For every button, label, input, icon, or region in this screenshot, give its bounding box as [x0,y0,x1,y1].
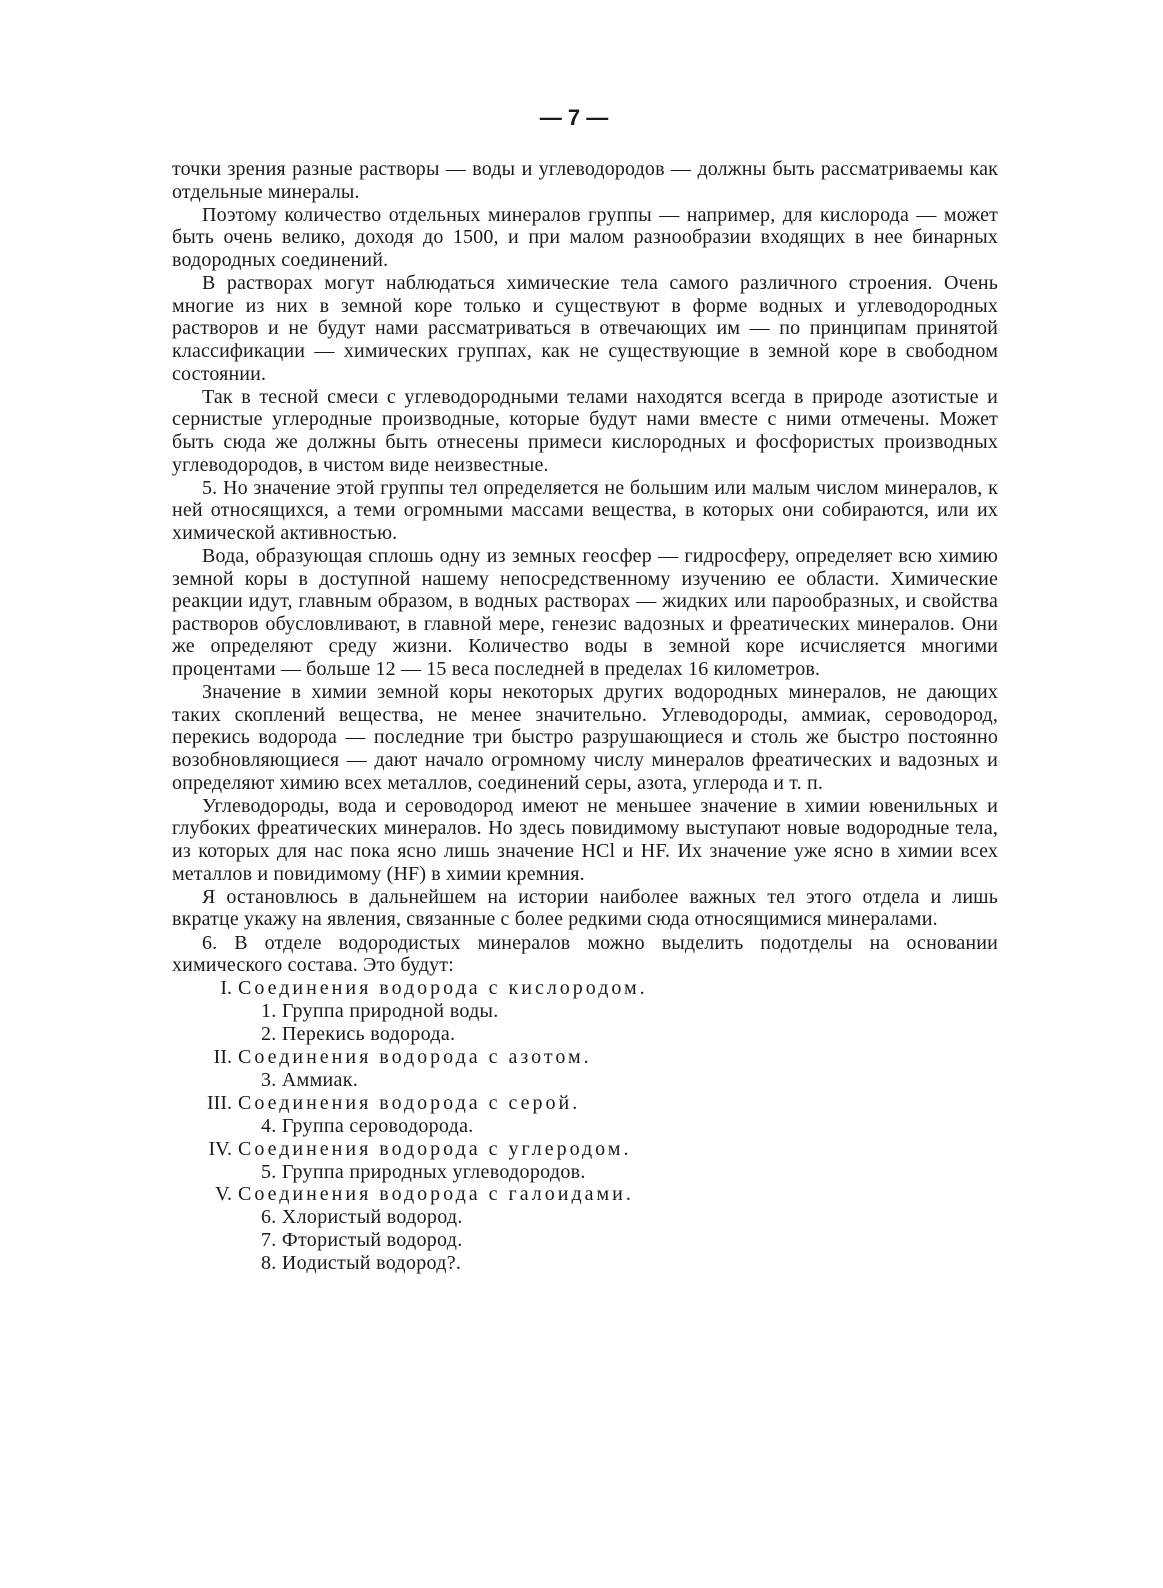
paragraph: Углеводороды, вода и сероводород имеют не меньшее значение в химии ювенильных и глубоких фреатических минералов. Но здесь повидимому выступают новые водородные тела, из которых для нас пока ясно лишь значение HCl и HF. Их значение уже ясно в химии всех металлов и повидимому (HF) в химии кремния. [172,794,998,885]
paragraph: 6. В отделе водородистых минералов можно выделить подотделы на основании химического состава. Это будут: [172,931,998,977]
paragraph: точки зрения разные растворы — воды и углеводородов — должны быть рассматриваемы как отдельные минералы. [172,158,998,203]
outline-section [172,1046,998,1069]
paragraph: Я остановлюсь в дальнейшем на истории наиболее важных тел этого отдела и лишь вкратце укажу на явления, связанные с более редкими сюда относящимися минералами. [172,885,998,931]
outline-item: 7. Фтористый водород. [261,1229,463,1252]
outline-section [172,1138,998,1161]
outline-section [172,977,998,1000]
paragraph: 5. Но значение этой группы тел определяется не большим или малым числом минералов, к ней относящихся, а теми огромными массами вещества, в которых они собираются, или их химической активностью. [172,476,998,544]
paragraph: Поэтому количество отдельных минералов группы — например, для кислорода — может быть очень велико, доходя до 1500, и при малом разнообразии входящих в нее бинарных водородных соединений. [172,203,998,271]
paragraph: В растворах могут наблюдаться химические тела самого различного строения. Очень многие из них в земной коре только и существуют в форме водных и углеводородных растворов и не будут нами рассматриваться в отвечающих им — по принципам принятой классификации — химических группах, как не существующие в земной коре в свободном состоянии. [172,272,998,385]
outline-section [172,1183,998,1206]
body-text [172,158,998,977]
section-number: I. [220,977,232,1000]
paragraph: Так в тесной смеси с углеводородными телами находятся всегда в природе азотистые и сернистые углеродные производные, которые будут нами вместе с ними отмечены. Может быть сюда же должны быть отнесены примеси кислородных и фосфористых производных углеводородов, в чистом виде неизвестные. [172,385,998,476]
outline-item: 2. Перекись водорода. [261,1023,456,1046]
paragraph: Вода, образующая сплошь одну из земных геосфер — гидросферу, определяет всю химию земной коры в доступной нашему непосредственному изучению ее области. Химические реакции идут, главным образом, в водных растворах — жидких или парообразных, и свойства растворов обусловливают, в главной мере, генезис вадозных и фреатических минералов. Они же определяют среду жизни. Количество воды в земной коре исчисляется многими процентами — больше 12 — 15 веса последней в пределах 16 километров. [172,545,998,681]
section-number: V. [215,1183,232,1206]
page-number: — 7 — [539,105,609,130]
classification-outline [172,977,998,1275]
section-title: Соединения водорода с кислородом. [238,977,648,1000]
outline-item: 5. Группа природных углеводородов. [261,1160,586,1183]
section-number: IV. [208,1137,232,1160]
outline-item: 3. Аммиак. [261,1068,359,1091]
section-title: Соединения водорода с серой. [238,1091,581,1114]
section-number: II. [213,1046,232,1069]
outline-item: 1. Группа природной воды. [261,1000,499,1023]
outline-item: 6. Хлористый водород. [261,1206,463,1229]
outline-item: 8. Иодистый водород?. [261,1252,462,1275]
document-page [172,100,998,1275]
section-title: Соединения водорода с углеродом. [238,1137,632,1160]
outline-section [172,1092,998,1115]
outline-item: 4. Группа сероводорода. [261,1114,474,1137]
section-number: III. [207,1091,232,1114]
section-title: Соединения водорода с галоидами. [238,1183,634,1206]
paragraph: Значение в химии земной коры некоторых других водородных минералов, не дающих таких скоплений вещества, не менее значительно. Углеводороды, аммиак, сероводород, перекись водорода — последние три быстро разрушающиеся и столь же быстро постоянно возобновляющиеся — дают начало огромному числу минералов фреатических и вадозных и определяют химию всех металлов, соединений серы, азота, углерода и т. п. [172,681,998,794]
section-title: Соединения водорода с азотом. [238,1046,592,1069]
